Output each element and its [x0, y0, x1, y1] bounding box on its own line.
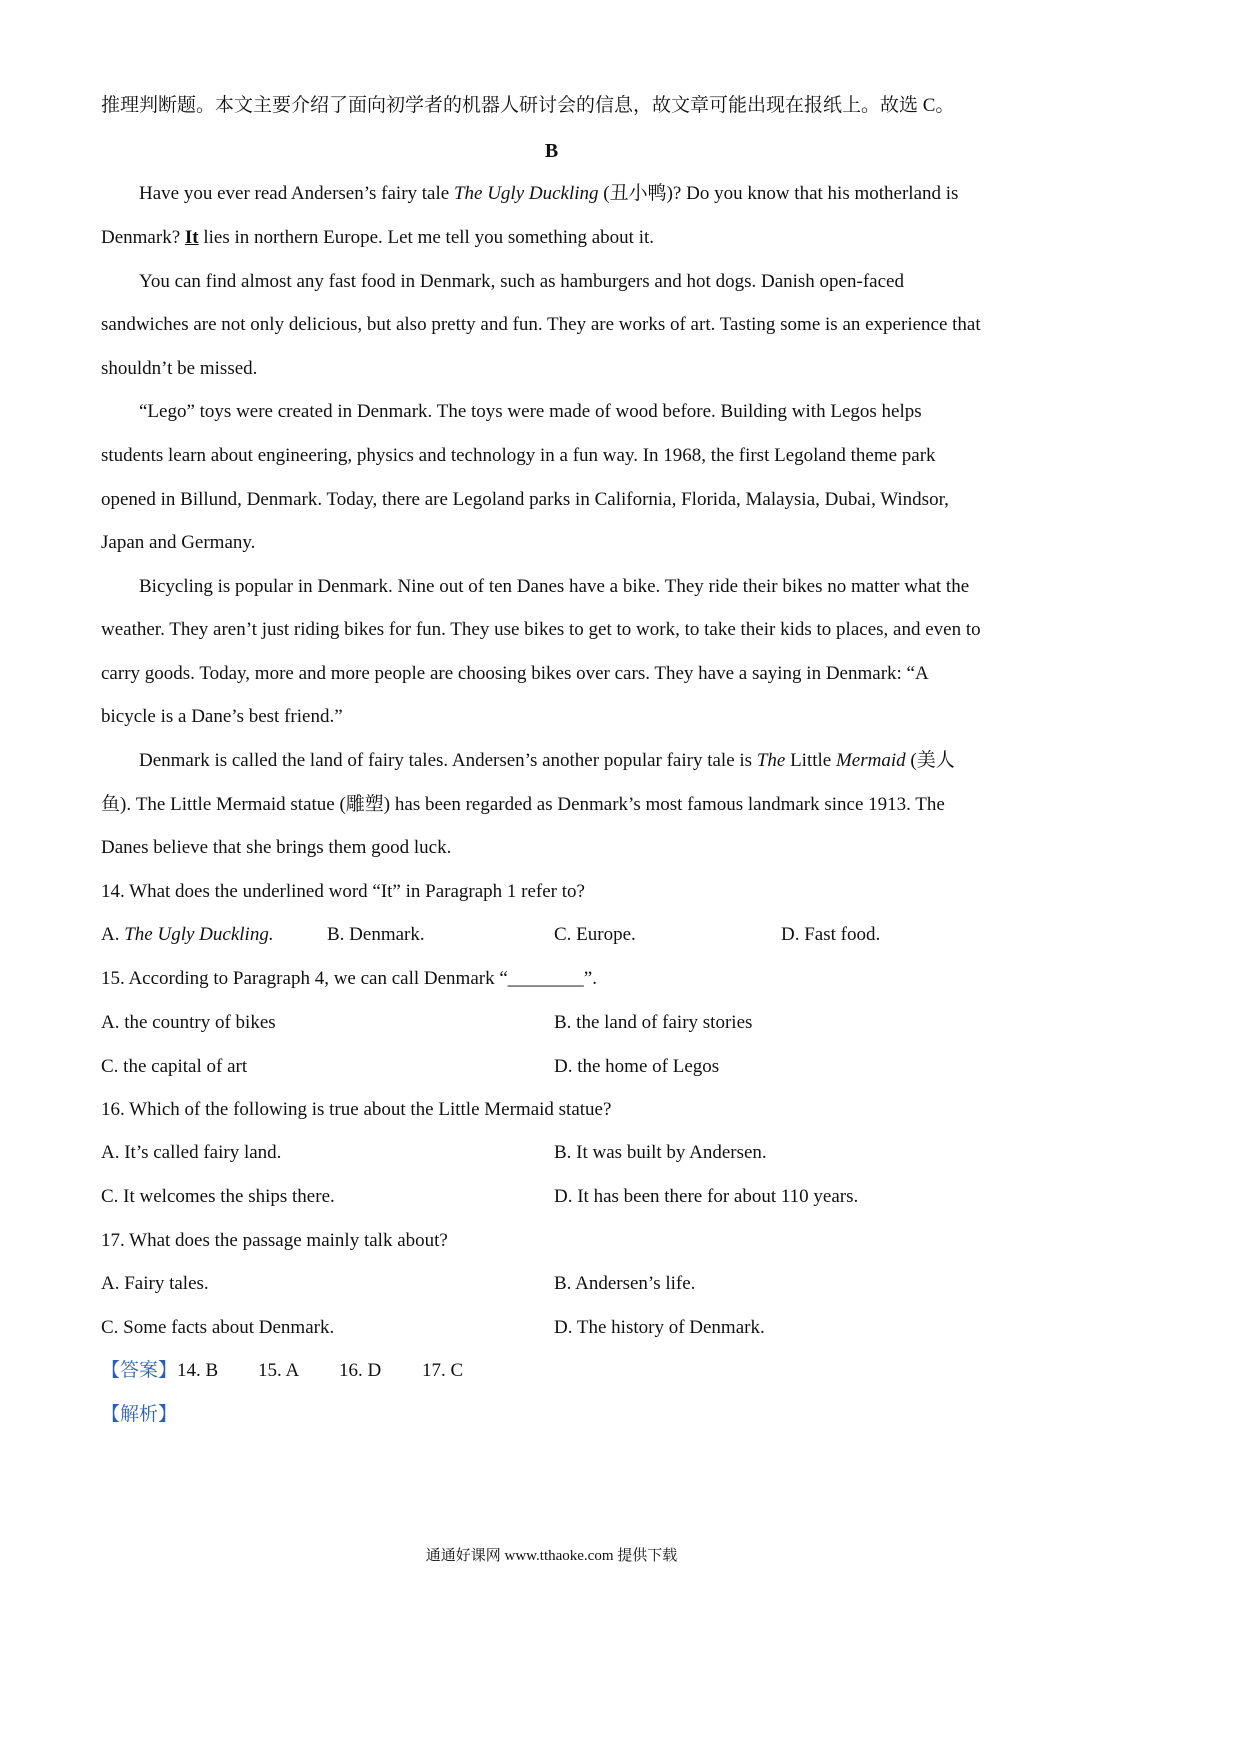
- question-14-option-c: C. Europe.: [554, 924, 636, 945]
- answer-item: 17. C: [422, 1360, 464, 1381]
- question-16-stem: 16. Which of the following is true about the Little Mermaid statue?: [101, 1099, 612, 1120]
- paragraph-5-line-2: 鱼). The Little Mermaid statue (雕塑) has been regarded as Denmark’s most famous landmark since 1913. The: [101, 794, 945, 815]
- paragraph-4-line-2: weather. They aren’t just riding bikes for fun. They use bikes to get to work, to take their kids to places, and even to: [101, 619, 981, 640]
- question-15-option-c: C. the capital of art: [101, 1056, 248, 1077]
- question-15-option-d: D. the home of Legos: [554, 1056, 720, 1077]
- text-run: (美人: [905, 750, 955, 771]
- question-17-option-b: B. Andersen’s life.: [554, 1273, 696, 1294]
- question-17-option-a: A. Fairy tales.: [101, 1273, 209, 1294]
- question-14-option-b: B. Denmark.: [327, 924, 425, 945]
- book-title: The Ugly Duckling: [453, 183, 599, 204]
- paragraph-3-line-1: “Lego” toys were created in Denmark. The toys were made of wood before. Building with Legos helps: [139, 401, 922, 422]
- text-run: lies in northern Europe. Let me tell you something about it.: [198, 227, 655, 248]
- text-run: (丑小鸭)? Do you know that his motherland is: [598, 183, 959, 204]
- question-16-option-c: C. It welcomes the ships there.: [101, 1186, 335, 1207]
- section-heading: B: [544, 140, 559, 162]
- paragraph-3-line-3: opened in Billund, Denmark. Today, there are Legoland parks in California, Florida, Malaysia, Dubai, Windsor,: [101, 489, 949, 510]
- paragraph-3-line-2: students learn about engineering, physics and technology in a fun way. In 1968, the first Legoland theme park: [101, 445, 936, 466]
- answer-line: [101, 1359, 463, 1383]
- text-run: Denmark is called the land of fairy tales. Andersen’s another popular fairy tale is: [139, 750, 757, 771]
- question-17-option-d: D. The history of Denmark.: [554, 1317, 765, 1338]
- question-14-option-a: [101, 923, 274, 947]
- question-14-stem: 14. What does the underlined word “It” in Paragraph 1 refer to?: [101, 881, 585, 902]
- answer-item: 15. A: [258, 1360, 300, 1381]
- question-16-option-b: B. It was built by Andersen.: [554, 1142, 767, 1163]
- page-footer: 通通好课网 www.tthaoke.com 提供下载: [425, 1548, 678, 1564]
- italic-run: Mermaid: [835, 750, 906, 771]
- paragraph-5-line-3: Danes believe that she brings them good luck.: [101, 837, 452, 858]
- paragraph-1-line-2: [101, 226, 654, 250]
- question-16-option-d: D. It has been there for about 110 years.: [554, 1186, 859, 1207]
- italic-run: The: [756, 750, 786, 771]
- question-14-option-d: D. Fast food.: [781, 924, 881, 945]
- question-17-stem: 17. What does the passage mainly talk about?: [101, 1230, 448, 1251]
- paragraph-4-line-1: Bicycling is popular in Denmark. Nine out of ten Danes have a bike. They ride their bikes no matter what the: [139, 576, 970, 597]
- option-prefix: A.: [101, 924, 125, 945]
- option-text: The Ugly Duckling.: [124, 924, 274, 945]
- previous-explanation: 推理判断题。本文主要介绍了面向初学者的机器人研讨会的信息，故文章可能出现在报纸上。故选 C。: [101, 95, 955, 116]
- paragraph-4-line-3: carry goods. Today, more and more people are choosing bikes over cars. They have a saying in Denmark: “A: [101, 663, 929, 684]
- paragraph-3-line-4: Japan and Germany.: [101, 532, 256, 553]
- question-17-option-c: C. Some facts about Denmark.: [101, 1317, 335, 1338]
- answer-item: 14. B: [177, 1360, 219, 1381]
- paragraph-2-line-2: sandwiches are not only delicious, but also pretty and fun. They are works of art. Tasting some is an experience that: [101, 314, 981, 335]
- text-run: Have you ever read Andersen’s fairy tale: [139, 183, 454, 204]
- answer-label: 【答案】: [101, 1360, 178, 1381]
- text-run: Denmark?: [101, 227, 185, 248]
- paragraph-5-line-1: [139, 749, 955, 773]
- text-run: Little: [785, 750, 836, 771]
- question-15-option-a: A. the country of bikes: [101, 1012, 276, 1033]
- question-15-option-b: B. the land of fairy stories: [554, 1012, 753, 1033]
- paragraph-2-line-3: shouldn’t be missed.: [101, 358, 258, 379]
- analysis-label: 【解析】: [101, 1404, 178, 1425]
- paragraph-1-line-1: [139, 182, 958, 206]
- paragraph-2-line-1: You can find almost any fast food in Denmark, such as hamburgers and hot dogs. Danish open-faced: [139, 271, 904, 292]
- paragraph-4-line-4: bicycle is a Dane’s best friend.”: [101, 706, 343, 727]
- question-15-stem: 15. According to Paragraph 4, we can call Denmark “________”.: [101, 968, 597, 989]
- answer-item: 16. D: [339, 1360, 382, 1381]
- underlined-word: It: [184, 227, 199, 248]
- question-16-option-a: A. It’s called fairy land.: [101, 1142, 282, 1163]
